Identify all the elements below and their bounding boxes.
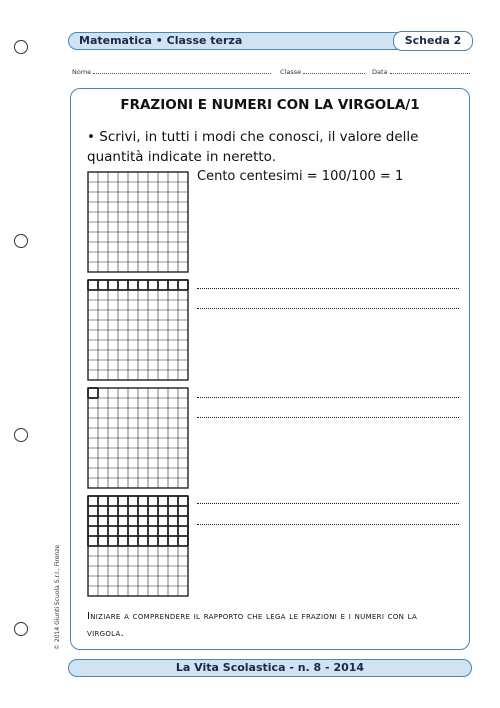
page-title: FRAZIONI E NUMERI CON LA VIRGOLA/1	[120, 97, 420, 113]
footer-bar: La Vita Scolastica - n. 8 - 2014	[68, 659, 472, 677]
answer-1: Cento centesimi = 100/100 = 1	[197, 169, 404, 184]
form-class-label: Classe	[280, 68, 302, 76]
sheet-number: Scheda 2	[393, 31, 473, 51]
answer-line-4b[interactable]	[197, 523, 459, 525]
answer-line-2b[interactable]	[197, 307, 459, 309]
answer-line-3a[interactable]	[197, 396, 459, 398]
teacher-footnote: Iniziare a comprendere il rapporto che lega le frazioni e i numeri con la virgola.	[87, 611, 418, 639]
answer-line-2a[interactable]	[197, 287, 459, 289]
grid-full	[87, 171, 189, 273]
answer-line-4a[interactable]	[197, 502, 459, 504]
exercise-frame	[70, 88, 470, 650]
binder-hole-1	[14, 40, 28, 54]
form-class-field[interactable]	[280, 68, 365, 76]
binder-hole-2	[14, 234, 28, 248]
answer-line-3b[interactable]	[197, 416, 459, 418]
instruction-text: • Scrivi, in tutti i modi che conosci, il valore delle quantità indicate in neretto.	[87, 129, 419, 165]
header-bar	[68, 32, 472, 50]
grid-top-half	[87, 495, 189, 597]
form-name-label: Nome	[72, 68, 92, 76]
header-subject: Matematica • Classe terza	[79, 34, 243, 47]
grid-top-row	[87, 279, 189, 381]
grid-one-cell	[87, 387, 189, 489]
form-date-label: Data	[372, 68, 388, 76]
form-date-field[interactable]	[372, 68, 470, 76]
copyright-note: © 2014 Giunti Scuola S.r.l., Firenze	[54, 544, 61, 650]
form-name-field[interactable]	[72, 68, 271, 76]
binder-hole-3	[14, 428, 28, 442]
binder-hole-4	[14, 622, 28, 636]
